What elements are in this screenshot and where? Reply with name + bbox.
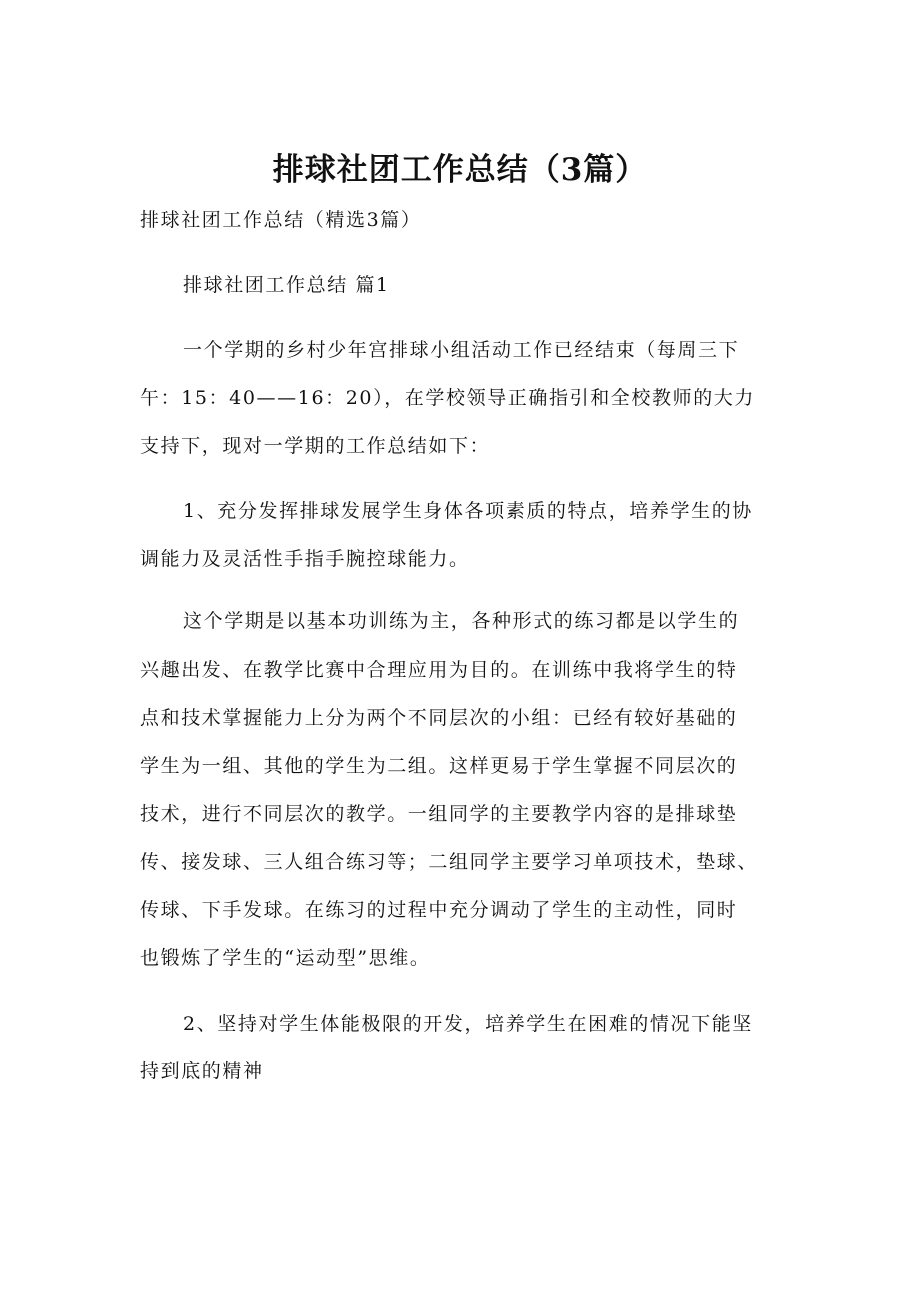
paragraph-line: 传、接发球、三人组合练习等；二组同学主要学习单项技术，垫球、 <box>140 851 759 873</box>
paragraph-line: 也锻炼了学生的“运动型”思维。 <box>140 947 431 969</box>
paragraph-line: 1、充分发挥排球发展学生身体各项素质的特点，培养学生的协 <box>183 500 753 522</box>
paragraph-line: 技术，进行不同层次的教学。一组同学的主要教学内容的是排球垫 <box>140 803 738 825</box>
paragraph-line: 调能力及灵活性手指手腕控球能力。 <box>140 548 470 570</box>
document-subtitle: 排球社团工作总结（精选3篇） <box>140 209 422 231</box>
paragraph-line: 午：15：40——16：20），在学校领导正确指引和全校教师的大力 <box>140 387 756 409</box>
paragraph-line: 传球、下手发球。在练习的过程中充分调动了学生的主动性，同时 <box>140 899 738 921</box>
paragraph-line: 持到底的精神 <box>140 1060 264 1082</box>
paragraph-line: 一个学期的乡村少年宫排球小组活动工作已经结束（每周三下 <box>183 339 740 361</box>
paragraph-line: 兴趣出发、在教学比赛中合理应用为目的。在训练中我将学生的特 <box>140 659 738 681</box>
paragraph-line: 支持下，现对一学期的工作总结如下： <box>140 435 491 457</box>
paragraph-line: 点和技术掌握能力上分为两个不同层次的小组：已经有较好基础的 <box>140 707 738 729</box>
paragraph-line: 这个学期是以基本功训练为主，各种形式的练习都是以学生的 <box>183 610 740 632</box>
section-heading: 排球社团工作总结 篇1 <box>183 274 390 296</box>
paragraph-line: 学生为一组、其他的学生为二组。这样更易于学生掌握不同层次的 <box>140 755 738 777</box>
document-title: 排球社团工作总结（3篇） <box>272 152 648 188</box>
paragraph-line: 2、坚持对学生体能极限的开发，培养学生在困难的情况下能坚 <box>183 1013 753 1035</box>
